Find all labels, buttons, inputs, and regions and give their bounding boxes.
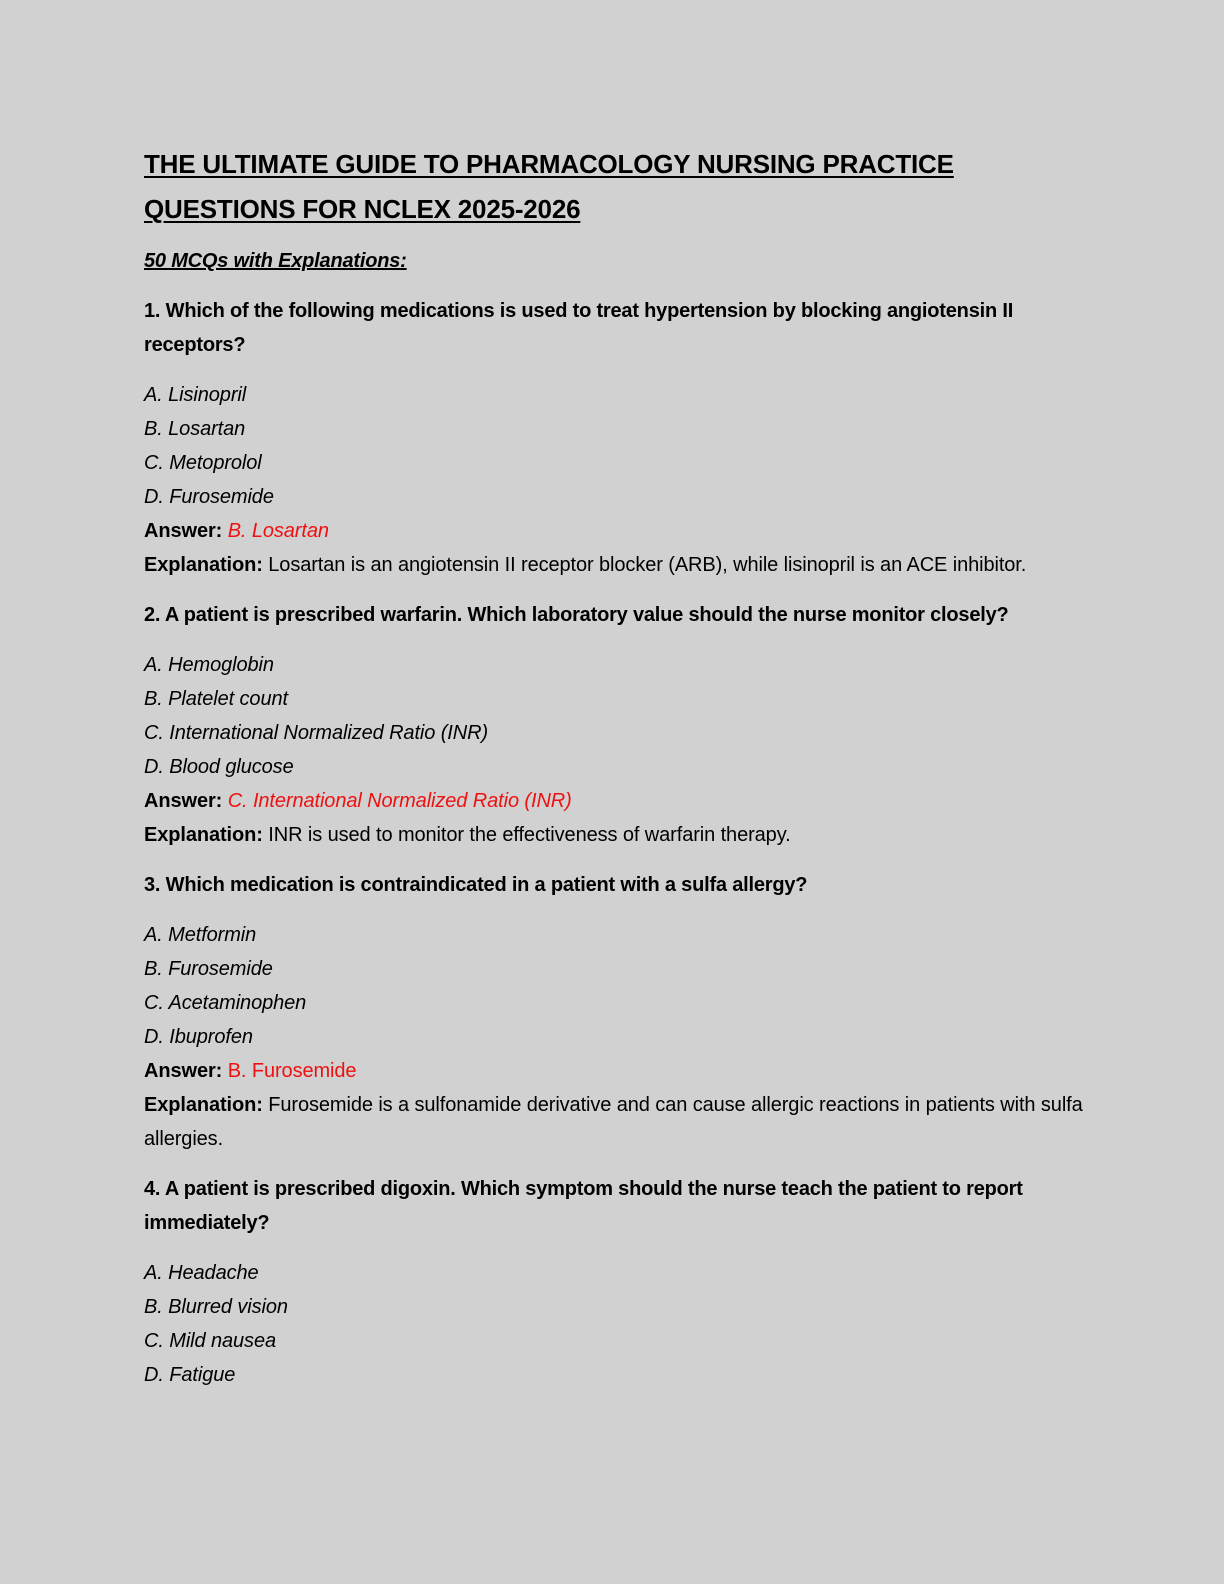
option-d: D. Furosemide <box>144 486 274 508</box>
option-b: B. Blurred vision <box>144 1296 288 1318</box>
option-d: D. Blood glucose <box>144 756 294 778</box>
option-c: C. Acetaminophen <box>144 992 307 1014</box>
question-3 <box>144 868 1084 1156</box>
question-2 <box>144 598 1084 852</box>
option-c: C. International Normalized Ratio (INR) <box>144 722 489 744</box>
option-d: D. Ibuprofen <box>144 1026 253 1048</box>
option-b: B. Furosemide <box>144 958 273 980</box>
explanation-label: Explanation: <box>144 824 263 846</box>
explanation-line <box>144 818 1084 852</box>
option-b: B. Losartan <box>144 418 246 440</box>
question-1 <box>144 294 1084 582</box>
answer-value: B. Losartan <box>227 520 329 542</box>
explanation-label: Explanation: <box>144 554 263 576</box>
option-a: A. Hemoglobin <box>144 654 274 676</box>
explanation-line <box>144 1088 1084 1156</box>
option-a: A. Headache <box>144 1262 259 1284</box>
explanation-text: Furosemide is a sulfonamide derivative and can cause allergic reactions in patients with sulfa allergies. <box>144 1094 1083 1150</box>
explanation-text: INR is used to monitor the effectiveness of warfarin therapy. <box>268 824 791 846</box>
question-text: 2. A patient is prescribed warfarin. Which laboratory value should the nurse monitor closely? <box>144 604 1009 626</box>
title-line-1: THE ULTIMATE GUIDE TO PHARMACOLOGY NURSING PRACTICE <box>144 149 954 179</box>
explanation-text: Losartan is an angiotensin II receptor blocker (ARB), while lisinopril is an ACE inhibitor. <box>268 554 1027 576</box>
option-list <box>144 648 1084 784</box>
page-title <box>144 142 1084 232</box>
answer-label: Answer: <box>144 520 223 542</box>
answer-value: C. International Normalized Ratio (INR) <box>227 790 572 812</box>
question-text: 3. Which medication is contraindicated in a patient with a sulfa allergy? <box>144 874 808 896</box>
question-text: 1. Which of the following medications is used to treat hypertension by blocking angiotensin II receptors? <box>144 300 1014 356</box>
question-4 <box>144 1172 1084 1392</box>
option-a: A. Lisinopril <box>144 384 247 406</box>
option-a: A. Metformin <box>144 924 257 946</box>
question-text: 4. A patient is prescribed digoxin. Which symptom should the nurse teach the patient to report immediately? <box>144 1178 1023 1234</box>
answer-line <box>144 784 1084 818</box>
option-list <box>144 1256 1084 1392</box>
answer-label: Answer: <box>144 790 223 812</box>
answer-line <box>144 514 1084 548</box>
answer-line <box>144 1054 1084 1088</box>
explanation-line <box>144 548 1084 582</box>
explanation-label: Explanation: <box>144 1094 263 1116</box>
option-d: D. Fatigue <box>144 1364 236 1386</box>
option-c: C. Metoprolol <box>144 452 262 474</box>
title-line-2: QUESTIONS FOR NCLEX 2025-2026 <box>144 194 581 224</box>
option-list <box>144 378 1084 514</box>
option-b: B. Platelet count <box>144 688 288 710</box>
page-subtitle: 50 MCQs with Explanations: <box>144 250 407 272</box>
answer-label: Answer: <box>144 1060 223 1082</box>
option-c: C. Mild nausea <box>144 1330 276 1352</box>
option-list <box>144 918 1084 1054</box>
answer-value: B. Furosemide <box>227 1060 357 1082</box>
